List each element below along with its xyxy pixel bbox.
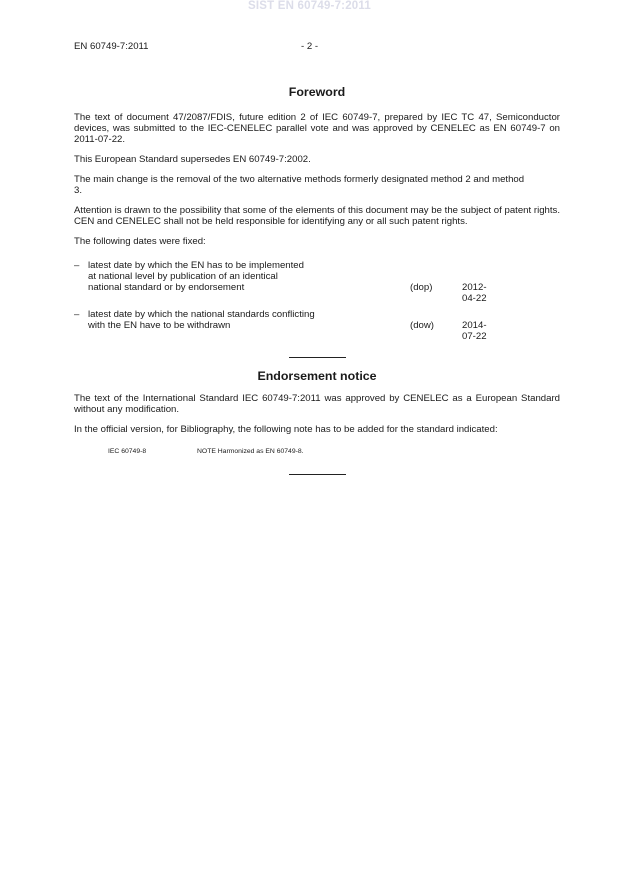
date-item-dow bbox=[74, 309, 560, 342]
foreword-para-4: Attention is drawn to the possibility that some of the elements of this document may be the subject of patent rights. CEN and CENELEC shall not be held responsible for identifying any or all such patent rights. bbox=[74, 205, 560, 227]
endorsement-para-1: The text of the International Standard IEC 60749-7:2011 was approved by CENELEC as a European Standard without any modification. bbox=[74, 393, 560, 415]
dates-list bbox=[74, 260, 560, 342]
list-dash: – bbox=[74, 309, 80, 320]
date-text-line: with the EN have to be withdrawn bbox=[88, 320, 231, 331]
list-dash: – bbox=[74, 260, 80, 271]
foreword-para-2: This European Standard supersedes EN 60749-7:2002. bbox=[74, 154, 311, 165]
watermark-text: SIST EN 60749-7:2011 bbox=[248, 0, 371, 12]
date-code: (dop) bbox=[410, 282, 433, 293]
foreword-para-1: The text of document 47/2087/FDIS, future edition 2 of IEC 60749-7, prepared by IEC TC 47, Semiconductor devices, was submitted to the IEC-CENELEC parallel vote and was approved by CENELEC as EN 60749-7 on 2011-07-22. bbox=[74, 112, 560, 145]
end-divider bbox=[289, 474, 346, 475]
foreword-title: Foreword bbox=[288, 85, 346, 99]
foreword-para-5: The following dates were fixed: bbox=[74, 236, 206, 247]
date-value: 2014-07-22 bbox=[462, 320, 487, 342]
date-text-line: latest date by which the EN has to be implemented bbox=[88, 260, 304, 271]
date-code: (dow) bbox=[410, 320, 434, 331]
date-value: 2012-04-22 bbox=[462, 282, 487, 304]
header-doc-id: EN 60749-7:2011 bbox=[74, 41, 149, 52]
document-body bbox=[74, 85, 560, 475]
bibliography-note bbox=[74, 446, 560, 455]
endorsement-para-2: In the official version, for Bibliography, the following note has to be added for the standard indicated: bbox=[74, 424, 498, 435]
note-text: NOTE Harmonized as EN 60749-8. bbox=[197, 448, 304, 455]
header-page-number: - 2 - bbox=[300, 41, 319, 52]
foreword-para-3: The main change is the removal of the two alternative methods formerly designated method 2 and method 3. bbox=[74, 174, 525, 196]
date-text-line: at national level by publication of an identical bbox=[88, 271, 278, 282]
note-reference: IEC 60749-8 bbox=[108, 448, 147, 455]
section-divider bbox=[289, 357, 346, 358]
date-text-line: national standard or by endorsement bbox=[88, 282, 245, 293]
date-text-line: latest date by which the national standards conflicting bbox=[88, 309, 315, 320]
date-item-dop bbox=[74, 260, 560, 304]
endorsement-title: Endorsement notice bbox=[257, 369, 377, 383]
